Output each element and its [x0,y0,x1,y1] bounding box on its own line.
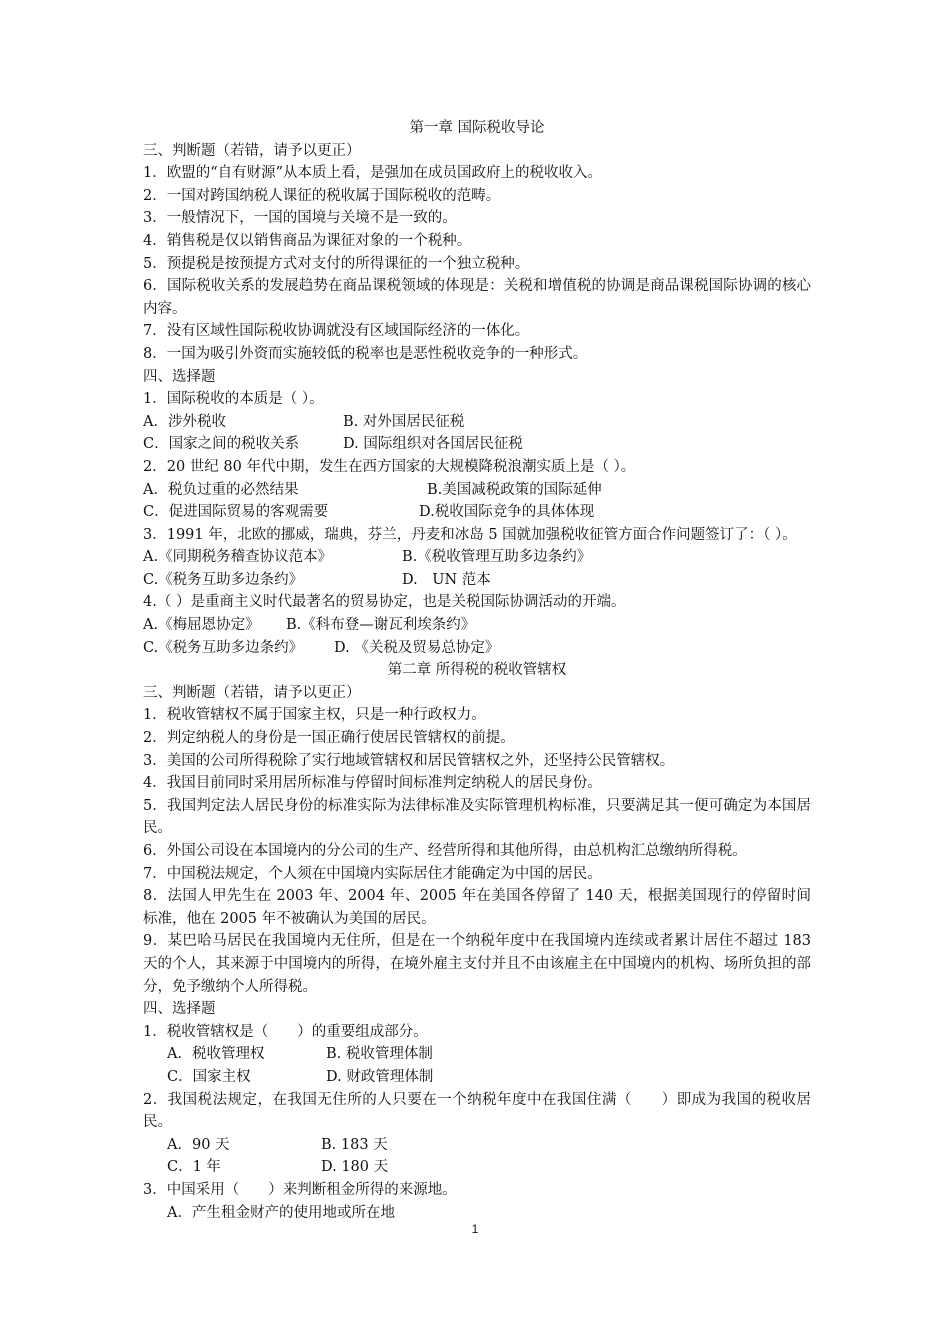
judge-item: 1．欧盟的“自有财源”从本质上看，是强加在成员国政府上的税收收入。 [143,165,603,182]
option-a: A．税收管理权 [167,1046,265,1063]
option-row [143,1156,811,1179]
option-row [143,411,811,434]
option-d: D. 国际组织对各国居民征税 [343,436,523,453]
judge-item: 6．国际税收关系的发展趋势在商品课税领域的体现是：关税和增值税的协调是商品课税国际协调的核心内容。 [143,278,811,317]
chapter-1-title: 第一章 国际税收导论 [409,120,545,136]
judge-item: 2．一国对跨国纳税人课征的税收属于国际税收的范畴。 [143,187,501,204]
question-stem: 2．我国税法规定，在我国无住所的人只要在一个纳税年度中在我国住满（ ）即成为我国的税收居民。 [143,1091,811,1131]
section-heading-choice: 四、选择题 [143,368,216,385]
chapter-2-title: 第二章 所得税的税收管辖权 [387,662,567,679]
option-row [143,569,811,592]
judge-item: 7．没有区域性国际税收协调就没有区域国际经济的一体化。 [143,323,530,340]
option-row [143,501,811,524]
option-d: D. 财政管理体制 [326,1068,434,1085]
question-stem: 2．20 世纪 80 年代中期，发生在西方国家的大规模降税浪潮实质上是（ ）。 [143,458,636,475]
judge-item: 1．税收管辖权不属于国家主权，只是一种行政权力。 [143,707,486,724]
question-stem: 4.（ ）是重商主义时代最著名的贸易协定，也是关税国际协调活动的开端。 [143,594,626,611]
option-b: B. 183 天 [321,1136,388,1153]
option-a: A.《同期税务稽查协议范本》 [143,549,333,566]
option-a: A.《梅屈恩协定》 [143,617,260,634]
judge-item: 3．美国的公司所得税除了实行地域管辖权和居民管辖权之外，还坚持公民管辖权。 [143,752,675,769]
option-row [143,546,811,569]
option-row [143,1134,811,1157]
option-c: C．国家之间的税收关系 [143,436,300,453]
option-row [143,479,811,502]
option-c: C．1 年 [167,1159,221,1176]
document-body [143,117,811,1224]
judge-item: 9．某巴哈马居民在我国境内无住所，但是在一个纳税年度中在我国境内连续或者累计居住不超过 183 天的个人，其来源于中国境内的所得，在境外雇主支付并且不由该雇主在中国境内的机构、场所负担的部分，免予缴纳个人所得税。 [143,933,811,995]
option-b: B. 税收管理体制 [326,1046,433,1063]
question-stem: 3．1991 年，北欧的挪威，瑞典，芬兰，丹麦和冰岛 5 国就加强税收征管方面合作问题签订了：（ ）。 [143,526,797,543]
option-a: A．90 天 [167,1136,230,1153]
judge-item: 7．中国税法规定，个人须在中国境内实际居住才能确定为中国的居民。 [143,865,602,882]
option-a: A．涉外税收 [143,413,226,430]
option-d: D.税收国际竞争的具体体现 [419,504,595,521]
option-row [143,614,811,637]
question-stem: 1．税收管辖权是（ ）的重要组成部分。 [143,1023,428,1040]
option-c: C.《税务互助多边条约》 [143,571,304,588]
option-b: B.美国减税政策的国际延伸 [427,481,602,498]
judge-item: 3．一般情况下，一国的国境与关境不是一致的。 [143,210,457,227]
judge-item: 5．我国判定法人居民身份的标准实际为法律标准及实际管理机构标准，只要满足其一便可确定为本国居民。 [143,797,811,837]
option-a: A．产生租金财产的使用地或所在地 [167,1204,395,1221]
option-d: D. UN 范本 [402,571,491,588]
option-a: A．税负过重的必然结果 [143,481,299,498]
judge-item: 4．我国目前同时采用居所标准与停留时间标准判定纳税人的居民身份。 [143,775,602,792]
judge-item: 4．销售税是仅以销售商品为课征对象的一个税种。 [143,232,472,249]
option-b: B.《税收管理互助多边条约》 [402,549,592,566]
judge-item: 8．法国人甲先生在 2003 年、2004 年、2005 年在美国各停留了 140 天，根据美国现行的停留时间标准，他在 2005 年不被确认为美国的居民。 [143,888,811,927]
option-b: B.《科布登—谢瓦利埃条约》 [286,617,476,634]
page-number: 1 [471,1222,479,1236]
option-c: C.《税务互助多边条约》 [143,639,304,656]
question-stem: 3．中国采用（ ）来判断租金所得的来源地。 [143,1181,457,1198]
option-row [143,637,811,660]
option-row [143,433,811,456]
judge-item: 2．判定纳税人的身份是一国正确行使居民管辖权的前提。 [143,730,515,747]
option-row [143,1066,811,1089]
section-heading-choice: 四、选择题 [143,1001,216,1018]
judge-item: 6．外国公司设在本国境内的分公司的生产、经营所得和其他所得，由总机构汇总缴纳所得税。 [143,843,747,859]
option-row [143,1202,811,1225]
section-heading-judge: 三、判断题（若错，请予以更正） [143,142,361,159]
judge-item: 5．预提税是按预提方式对支付的所得课征的一个独立税种。 [143,255,530,272]
option-c: C．促进国际贸易的客观需要 [143,504,329,521]
option-b: B. 对外国居民征税 [343,413,465,430]
question-stem: 1．国际税收的本质是（ ）。 [143,391,324,408]
option-d: D. 《关税及贸易总协定》 [334,639,500,656]
option-row [143,1043,811,1066]
option-c: C．国家主权 [167,1068,251,1085]
option-d: D. 180 天 [321,1159,389,1176]
section-heading-judge: 三、判断题（若错，请予以更正） [143,684,361,701]
judge-item: 8．一国为吸引外资而实施较低的税率也是恶性税收竞争的一种形式。 [143,345,588,362]
